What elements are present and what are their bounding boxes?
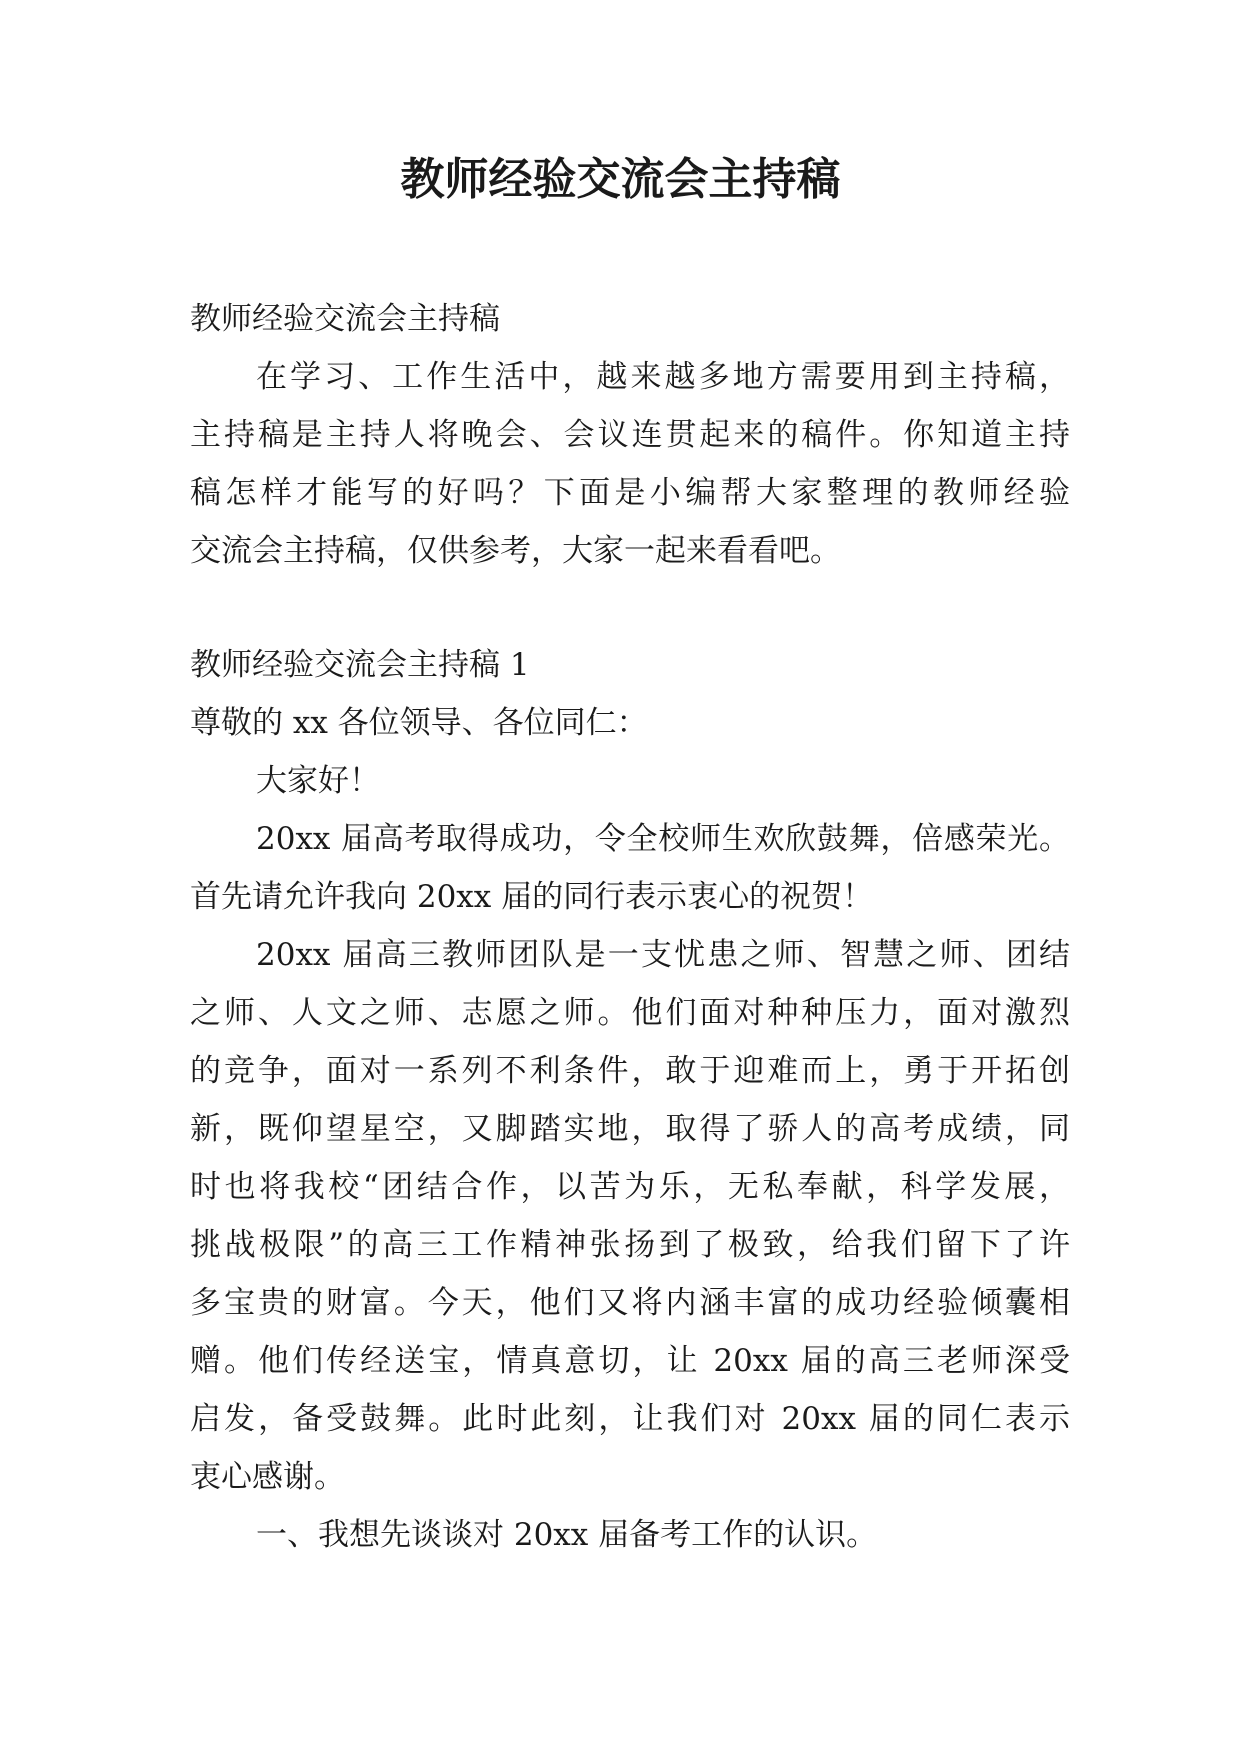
paragraph-line: 首先请允许我向 20xx 届的同行表示衷心的祝贺！ — [190, 879, 874, 915]
subtitle: 教师经验交流会主持稿 — [190, 301, 500, 337]
document-body — [190, 290, 1070, 1564]
paragraph-line: 启发，备受鼓舞。此时此刻，让我们对 20xx 届的同仁表示 — [190, 1401, 1070, 1437]
intro-line: 在学习、工作生活中，越来越多地方需要用到主持稿， — [256, 359, 1070, 395]
intro-paragraph — [190, 348, 1070, 580]
paragraph-2 — [190, 926, 1070, 1506]
paragraph-line: 20xx 届高考取得成功，令全校师生欢欣鼓舞，倍感荣光。 — [256, 821, 1070, 857]
section-gap — [190, 580, 1070, 636]
document-title: 教师经验交流会主持稿 — [400, 154, 841, 205]
paragraph-line: 20xx 届高三教师团队是一支忧患之师、智慧之师、团结 — [256, 937, 1070, 973]
paragraph-line: 之师、人文之师、志愿之师。他们面对种种压力，面对激烈 — [190, 995, 1070, 1031]
intro-line: 交流会主持稿，仅供参考，大家一起来看看吧。 — [190, 533, 841, 569]
paragraph-line: 挑战极限”的高三工作精神张扬到了极致，给我们留下了许 — [190, 1227, 1070, 1263]
paragraph-line: 多宝贵的财富。今天，他们又将内涵丰富的成功经验倾囊相 — [190, 1285, 1070, 1321]
paragraph-line: 衷心感谢。 — [190, 1459, 345, 1495]
paragraph-line: 新，既仰望星空，又脚踏实地，取得了骄人的高考成绩，同 — [190, 1111, 1070, 1147]
intro-line: 主持稿是主持人将晚会、会议连贯起来的稿件。你知道主持 — [190, 417, 1070, 453]
greeting: 大家好！ — [256, 763, 380, 799]
intro-line: 稿怎样才能写的好吗？下面是小编帮大家整理的教师经验 — [190, 475, 1070, 511]
section-heading: 教师经验交流会主持稿 1 — [190, 647, 530, 683]
paragraph-1 — [190, 810, 1070, 926]
paragraph-line: 时也将我校“团结合作，以苦为乐，无私奉献，科学发展， — [190, 1169, 1070, 1205]
salutation: 尊敬的 xx 各位领导、各位同仁： — [190, 705, 648, 741]
paragraph-line: 的竞争，面对一系列不利条件，敢于迎难而上，勇于开拓创 — [190, 1053, 1070, 1089]
paragraph-3: 一、我想先谈谈对 20xx 届备考工作的认识。 — [256, 1517, 878, 1553]
paragraph-line: 赠。他们传经送宝，情真意切，让 20xx 届的高三老师深受 — [190, 1343, 1070, 1379]
